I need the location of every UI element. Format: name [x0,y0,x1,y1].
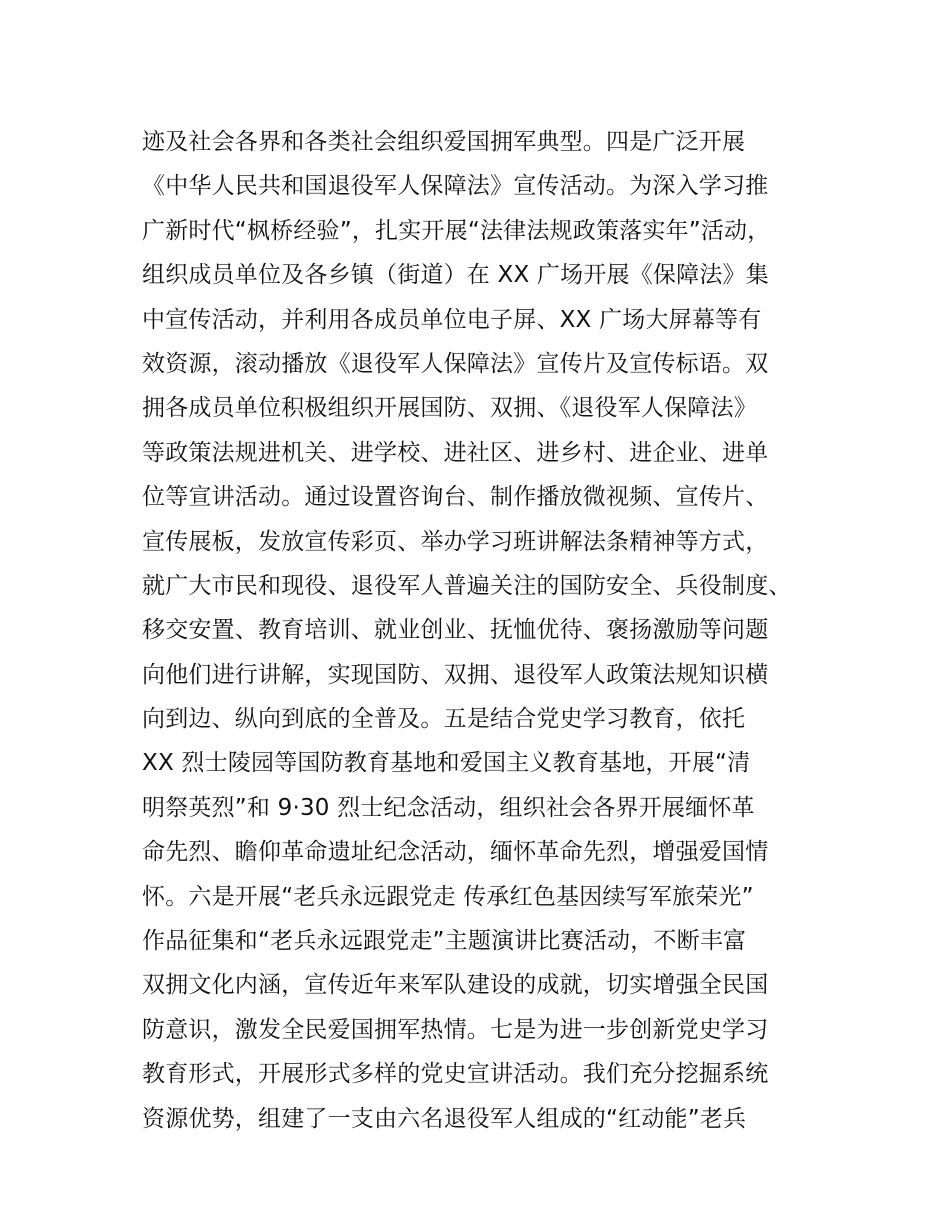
text-line: 等政策法规进机关、进学校、进社区、进乡村、进企业、进单 [142,439,769,466]
text-line: 资源优势，组建了一支由六名退役军人组成的“红动能”老兵 [142,1105,747,1132]
text-line: 怀。六是开展“老兵永远跟党走 传承红色基因续写军旅荣光” [142,883,754,910]
body-text [142,120,842,1141]
text-line: 双拥文化内涵，宣传近年来军队建设的成就，切实增强全民国 [142,972,769,999]
text-line: 命先烈、瞻仰革命遗址纪念活动，缅怀革命先烈，增强爱国情 [142,839,769,866]
text-line: 效资源，滚动播放《退役军人保障法》宣传片及宣传标语。双 [142,350,769,377]
text-line: 明祭英烈”和 9·30 烈士纪念活动，组织社会各界开展缅怀革 [142,794,755,821]
text-line: 位等宣讲活动。通过设置咨询台、制作播放微视频、宣传片、 [142,484,769,511]
text-line: 组织成员单位及各乡镇（街道）在 XX 广场开展《保障法》集 [142,262,769,289]
text-line: 《中华人民共和国退役军人保障法》宣传活动。为深入学习推 [142,173,769,200]
text-line: 移交安置、教育培训、就业创业、抚恤优待、褒扬激励等问题 [142,617,769,644]
text-line: 中宣传活动，并利用各成员单位电子屏、XX 广场大屏幕等有 [142,306,762,333]
text-line: 教育形式，开展形式多样的党史宣讲活动。我们充分挖掘系统 [142,1061,769,1088]
text-line: 就广大市民和现役、退役军人普遍关注的国防安全、兵役制度、 [142,572,792,599]
text-line: 向他们进行讲解，实现国防、双拥、退役军人政策法规知识横 [142,661,769,688]
text-line: 宣传展板，发放宣传彩页、举办学习班讲解法条精神等方式， [142,528,769,555]
text-line: 向到边、纵向到底的全普及。五是结合党史学习教育，依托 [142,706,746,733]
text-line: 作品征集和“老兵永远跟党走”主题演讲比赛活动，不断丰富 [142,928,747,955]
text-line: 迹及社会各界和各类社会组织爱国拥军典型。四是广泛开展 [142,129,746,155]
text-line: 拥各成员单位积极组织开展国防、双拥、《退役军人保障法》 [142,395,757,422]
text-line: XX 烈士陵园等国防教育基地和爱国主义教育基地，开展“清 [142,750,751,777]
text-line: 广新时代“枫桥经验”，扎实开展“法律法规政策落实年”活动， [142,217,771,244]
text-line: 防意识，激发全民爱国拥军热情。七是为进一步创新党史学习 [142,1016,769,1043]
